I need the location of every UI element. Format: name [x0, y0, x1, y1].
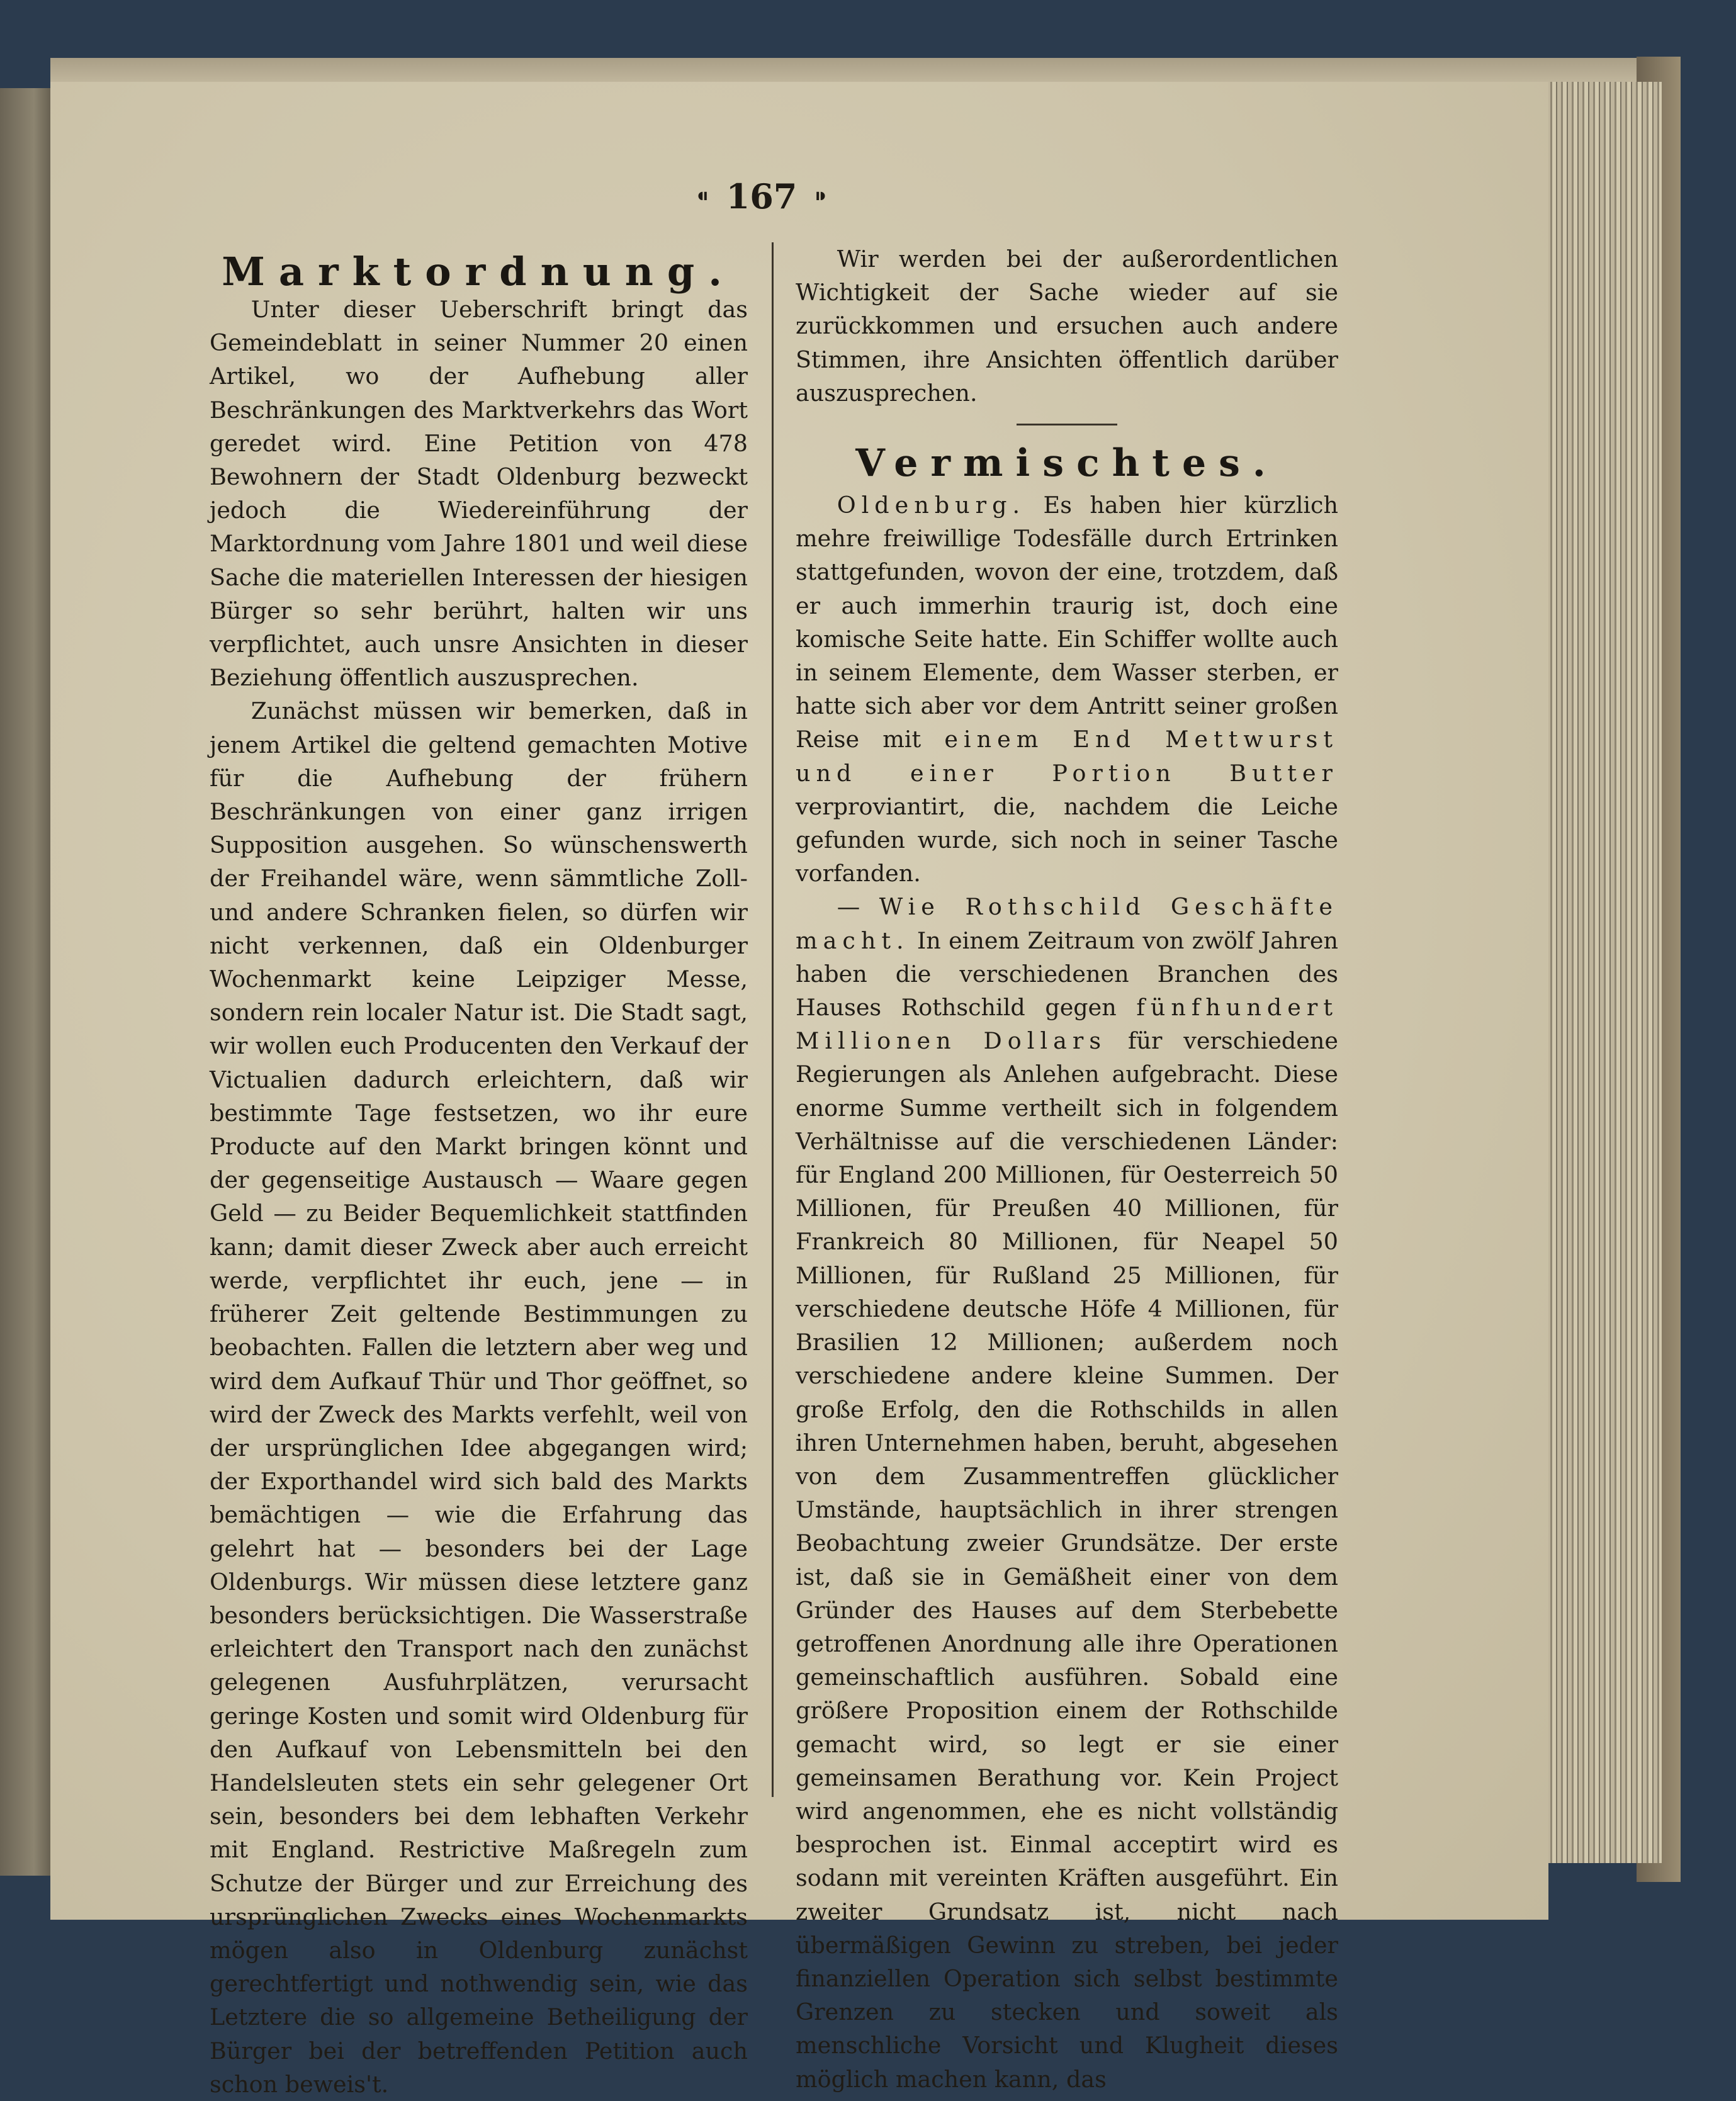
section-title-vermischtes: Vermischtes. [855, 441, 1278, 486]
page-number: 167 [726, 176, 798, 217]
left-column [210, 293, 748, 2101]
paragraph: Unter dieser Ueberschrift bringt das Gemeindeblatt in seiner Nummer 20 einen Artikel, wo der Aufhebung aller Beschränkungen des Marktverkehrs das Wort geredet wird. Eine Petition von 478 Bewohnern der Stadt Oldenburg bezweckt jedoch die Wiedereinführung der Marktordnung vom Jahre 1801 und weil diese Sache die materiellen Interessen der hiesigen Bürger so sehr berührt, halten wir uns verpflichtet, auch unsre Ansichten in dieser Beziehung öffentlich auszusprechen. [210, 296, 748, 692]
ornament-left-icon: ⁌ [695, 179, 710, 213]
page-stack-edges [1536, 82, 1662, 1863]
spaced-text: einem End Mettwurst und einer Portion Butter [796, 726, 1338, 787]
page-header [655, 171, 869, 222]
item-heading: Wie Rothschild Geschäfte macht. [796, 893, 1339, 954]
right-column [796, 242, 1338, 2096]
text-segment: Es haben hier kürzlich mehre freiwillige Todesfälle durch Ertrinken stattgefunden, wovon der eine, trotzdem, daß er auch immerhin traurig ist, doch eine komische Seite hatte. Ein Schiffer wollte auch in seinem Elemente, dem Wasser sterben, er hatte sich aber vor dem Antritt seiner großen Reise mit [796, 492, 1338, 753]
text-segment: In einem Zeitraum von zwölf Jahren haben die verschiedenen Branchen des Hauses Rothschild gegen [796, 927, 1338, 1022]
text-segment: für verschiedene Regierungen als Anlehen aufgebracht. Diese enorme Summe vertheilt sich in folgendem Verhältnisse auf die verschiedenen Länder: für England 200 Millionen, für Oesterreich 50 Millionen, für Preußen 40 Millionen, für Frankreich 80 Millionen, für Neapel 50 Millionen, für Rußland 25 Millionen, für verschiedene deutsche Höfe 4 Millionen, für Brasilien 12 Millionen; außerdem noch verschiedene andere kleine Summen. Der große Erfolg, den die Rothschilds in allen ihren Unternehmen haben, beruht, abgesehen von dem Zusammentreffen glücklicher Umstände, hauptsächlich in ihrer strengen Beobachtung zweier Grundsätze. Der erste ist, daß sie in Gemäßheit einer von dem Gründer des Hauses auf dem Sterbebette getroffenen Anordnung alle ihre Operationen gemeinschaftlich ausführen. Sobald eine größere Proposition einem der Rothschilde gemacht wird, so legt er sie einer gemeinsamen Berathung vor. Kein Project wird angenommen, ehe es nicht vollständig besprochen ist. Einmal acceptirt wird es sodann mit vereinten Kräften ausgeführt. Ein zweiter Grundsatz ist, nicht nach übermäßigen Gewinn zu streben, bei jeder finanziellen Operation sich selbst bestimmte Grenzen zu stecken und soweit als menschliche Vorsicht und Klugheit dieses möglich machen kann, das [796, 1027, 1339, 2093]
place-name: Oldenburg. [837, 492, 1026, 519]
paragraph: Wir werden bei der außerordentlichen Wichtigkeit der Sache wieder auf sie zurückkommen und ersuchen auch andere Stimmen, ihre Ansichten öffentlich darüber auszusprechen. [796, 245, 1338, 407]
news-item-rothschild [796, 890, 1338, 2095]
ornament-right-icon: ⁍ [813, 179, 828, 213]
column-divider [772, 242, 774, 1797]
facing-page-edge [0, 88, 57, 1876]
news-item-oldenburg [796, 488, 1338, 890]
article-title-marktordnung: Marktordnung. [222, 249, 736, 295]
text-segment: verproviantirt, die, nachdem die Leiche gefunden wurde, sich noch in seiner Tasche vorfanden. [796, 792, 1338, 887]
dash: — [837, 893, 860, 921]
spaced-text: fünfhundert Millionen Dollars [796, 994, 1338, 1055]
section-divider [1017, 424, 1117, 425]
paragraph: Zunächst müssen wir bemerken, daß in jenem Artikel die geltend gemachten Motive für die Aufhebung der frühern Beschränkungen von einer ganz irrigen Supposition ausgehen. So wünschenswerth der Freihandel wäre, wenn sämmtliche Zoll- und andere Schranken fielen, so dürfen wir nicht verkennen, daß ein Oldenburger Wochenmarkt keine Leipziger Messe, sondern rein localer Natur ist. Die Stadt sagt, wir wollen euch Producenten den Verkauf der Victualien dadurch erleichtern, daß wir bestimmte Tage festsetzen, wo ihr eure Producte auf den Markt bringen könnt und der gegenseitige Austausch — Waare gegen Geld — zu Beider Bequemlichkeit stattfinden kann; damit dieser Zweck aber auch erreicht werde, verpflichtet ihr euch, jene — in früherer Zeit geltende Bestimmungen zu beobachten. Fallen die letztern aber weg und wird dem Aufkauf Thür und Thor geöffnet, so wird der Zweck des Markts verfehlt, weil von der ursprünglichen Idee abgegangen wird; der Exporthandel wird sich bald des Markts bemächtigen — wie die Erfahrung das gelehrt hat — besonders bei der Lage Oldenburgs. Wir müssen diese letztere ganz besonders berücksichtigen. Die Wasserstraße erleichtert den Transport nach den zunächst gelegenen Ausfuhrplätzen, verursacht geringe Kosten und somit wird Oldenburg für den Aufkauf von Lebensmitteln bei den Handelsleuten stets ein sehr gelegener Ort sein, besonders bei dem lebhaften Verkehr mit England. Restrictive Maßregeln zum Schutze der Bürger und zur Erreichung des ursprünglichen Zwecks eines Wochenmarkts mögen also in Oldenburg zunächst gerechtfertigt und nothwendig sein, wie das Letztere die so allgemeine Betheiligung der Bürger bei der betreffenden Petition auch schon beweis't. [210, 697, 748, 2098]
